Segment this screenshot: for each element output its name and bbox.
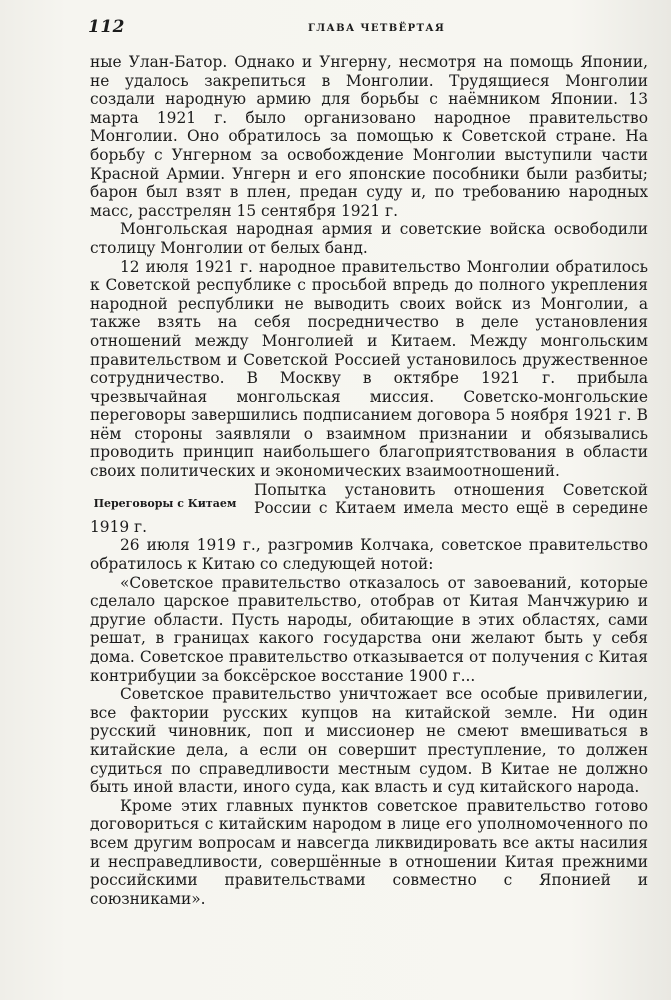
paragraph-7: Советское правительство уничтожает все особые привилегии, все фактории русских купцов на китайской земле. Ни один русский чиновник, поп и миссионер не смеют вмешиваться в китайские дела, а если он совершит преступление, то должен судиться по справедливости местным судом. В Китае не должно быть иной власти, иного суда, как власть и суд китайского народа. xyxy=(90,685,648,797)
paragraph-8: Кроме этих главных пунктов советское правительство готово договориться с китайским народом в лице его уполномоченного по всем другим вопросам и навсегда ликвидировать все акты насилия и несправедливости, совершённые в отношении Китая прежними российскими правительствами совместно с Японией и союзниками». xyxy=(90,796,648,908)
paragraph-5: 26 июля 1919 г., разгромив Колчака, советское правительство обратилось к Китаю со следующей нотой: xyxy=(90,536,648,574)
paragraph-2: Монгольская народная армия и советские войска освободили столицу Монголии от белых банд. xyxy=(90,220,648,257)
running-head: ГЛАВА ЧЕТВЁРТАЯ xyxy=(308,23,446,34)
side-heading: Переговоры с Китаем xyxy=(93,496,237,510)
page-number: 112 xyxy=(88,17,125,37)
body-text xyxy=(90,53,648,908)
side-heading-block xyxy=(90,481,648,537)
page-header xyxy=(88,15,658,41)
paragraph-3: 12 июля 1921 г. народное правительство Монголии обратилось к Советской республике с просьбой впредь до полного укрепления народной республики не выводить своих войск из Монголии, а также взять на себя посредничество в деле установления отношений между Монголией и Китаем. Между монгольским правительством и Советской Россией установилось дружественное сотрудничество. В Москву в октябре 1921 г. прибыла чрезвычайная монгольская миссия. Советско-монгольские переговоры завершились подписанием договора 5 ноября 1921 г. В нём стороны заявляли о взаимном признании и обязывались проводить принцип наибольшего благоприятствования в области своих политических и экономических взаимоотношений. xyxy=(90,257,648,481)
paragraph-6: «Советское правительство отказалось от завоеваний, которые сделало царское правительство, отобрав от Китая Манчжурию и другие области. Пусть народы, обитающие в этих областях, сами решат, в границах какого государства они желают быть у себя дома. Советское правительство отказывается от получения с Китая контрибуции за боксёрское восстание 1900 г... xyxy=(90,573,648,685)
paragraph-4: Попытка установить отношения Советской России с Китаем имела место ещё в середине 1919 г. xyxy=(90,480,648,536)
paragraph-1: ные Улан-Батор. Однако и Унгерну, несмотря на помощь Японии, не удалось закрепиться в Монголии. Трудящиеся Монголии создали народную армию для борьбы с наёмником Японии. 13 марта 1921 г. было организовано народное правительство Монголии. Оно обратилось за помощью к Советской стране. На борьбу с Унгерном за освобождение Монголии выступили части Красной Армии. Унгерн и его японские пособники были разбиты; барон был взят в плен, предан суду и, по требованию народных масс, расстрелян 15 сентября 1921 г. xyxy=(90,53,648,220)
